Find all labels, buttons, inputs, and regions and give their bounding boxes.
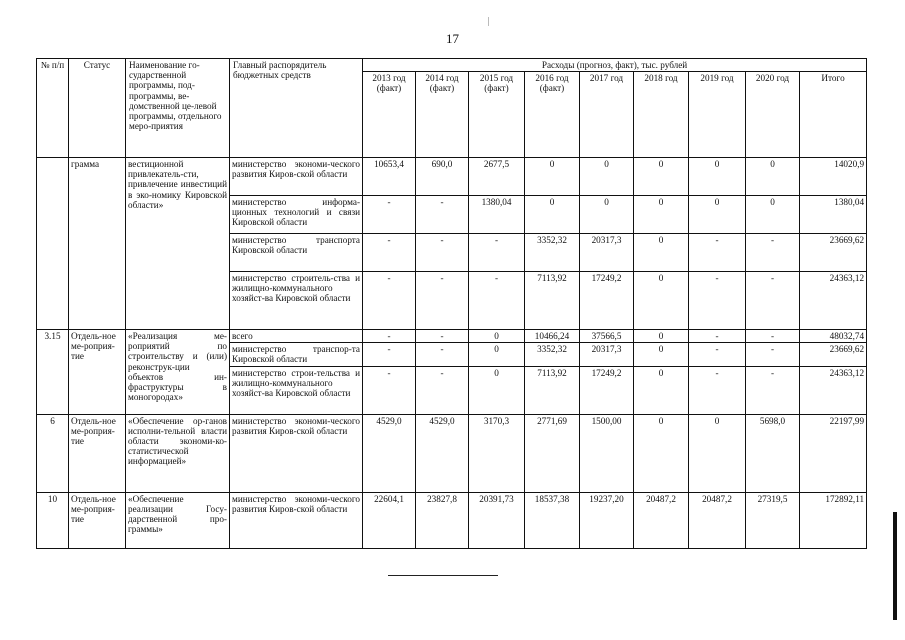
year-value: - xyxy=(416,366,469,414)
year-value: - xyxy=(689,366,746,414)
year-value: - xyxy=(363,234,416,272)
header-expenses: Расходы (прогноз, факт), тыс. рублей xyxy=(363,59,867,72)
year-value: 3170,3 xyxy=(469,414,525,492)
budget-table xyxy=(36,58,867,549)
total-value: 23669,62 xyxy=(800,234,867,272)
distributor: министерство экономи-ческого развития Киров-ской области xyxy=(230,492,363,548)
row-status: Отдель-ное ме-роприя-тие xyxy=(69,330,126,415)
total-value: 48032,74 xyxy=(800,330,867,343)
year-value: 23827,8 xyxy=(416,492,469,548)
year-value: 20487,2 xyxy=(634,492,689,548)
year-value: 0 xyxy=(634,196,689,234)
header-num: № п/п xyxy=(37,59,69,158)
year-value: 0 xyxy=(469,366,525,414)
distributor: всего xyxy=(230,330,363,343)
header-distributor: Главный распорядитель бюджетных средств xyxy=(230,59,363,158)
year-value: - xyxy=(689,343,746,366)
year-value: 690,0 xyxy=(416,158,469,196)
table-row xyxy=(37,414,867,492)
year-value: - xyxy=(363,272,416,330)
year-value: 0 xyxy=(689,158,746,196)
year-value: - xyxy=(746,330,800,343)
row-status: Отдель-ное ме-роприя-тие xyxy=(69,414,126,492)
year-value: 3352,32 xyxy=(525,343,580,366)
year-value: - xyxy=(416,330,469,343)
row-number: 6 xyxy=(37,414,69,492)
year-value: 3352,32 xyxy=(525,234,580,272)
distributor: министерство транспорта Кировской области xyxy=(230,234,363,272)
year-value: 17249,2 xyxy=(580,272,634,330)
year-value: 2677,5 xyxy=(469,158,525,196)
year-value: 0 xyxy=(634,234,689,272)
distributor: министерство транспор-та Кировской области xyxy=(230,343,363,366)
year-value: 2771,69 xyxy=(525,414,580,492)
header-row-1 xyxy=(37,59,867,72)
header-year: 2013 год (факт) xyxy=(363,72,416,158)
year-value: 7113,92 xyxy=(525,272,580,330)
year-value: 7113,92 xyxy=(525,366,580,414)
year-value: 0 xyxy=(634,366,689,414)
header-name: Наименование го-сударственной программы, под-программы, ве-домственной це-левой программы, отдельного меро-приятия xyxy=(126,59,230,158)
year-value: 0 xyxy=(634,158,689,196)
year-value: - xyxy=(689,272,746,330)
year-value: 20487,2 xyxy=(689,492,746,548)
year-value: 0 xyxy=(634,272,689,330)
year-value: 4529,0 xyxy=(363,414,416,492)
year-value: 0 xyxy=(469,330,525,343)
year-value: 0 xyxy=(580,158,634,196)
distributor: министерство строи-тельства и жилищно-коммунального хозяйст-ва Кировской области xyxy=(230,366,363,414)
year-value: 0 xyxy=(746,158,800,196)
total-value: 24363,12 xyxy=(800,272,867,330)
program-name: «Обеспечение реализации Госу-дарственной про-граммы» xyxy=(126,492,230,548)
year-value: - xyxy=(416,272,469,330)
year-value: 37566,5 xyxy=(580,330,634,343)
table-row xyxy=(37,158,867,196)
year-value: - xyxy=(363,366,416,414)
year-value: - xyxy=(363,196,416,234)
year-value: - xyxy=(363,343,416,366)
year-value: 0 xyxy=(689,196,746,234)
total-value: 14020,9 xyxy=(800,158,867,196)
total-value: 24363,12 xyxy=(800,366,867,414)
header-year: 2018 год xyxy=(634,72,689,158)
year-value: - xyxy=(689,234,746,272)
year-value: 0 xyxy=(634,330,689,343)
scan-edge-mark xyxy=(893,512,897,620)
year-value: - xyxy=(416,234,469,272)
year-value: - xyxy=(363,330,416,343)
row-status: грамма xyxy=(69,158,126,330)
header-year: 2020 год xyxy=(746,72,800,158)
year-value: 20391,73 xyxy=(469,492,525,548)
table-row xyxy=(37,492,867,548)
year-value: 0 xyxy=(525,158,580,196)
year-value: 10466,24 xyxy=(525,330,580,343)
header-status: Статус xyxy=(69,59,126,158)
year-value: 1500,00 xyxy=(580,414,634,492)
year-value: 0 xyxy=(469,343,525,366)
year-value: 20317,3 xyxy=(580,343,634,366)
distributor: министерство экономи-ческого развития Киров-ской области xyxy=(230,158,363,196)
distributor: министерство строитель-ства и жилищно-коммунального хозяйст-ва Кировской области xyxy=(230,272,363,330)
program-name: «Реализация ме-роприятий по строительству и (или) реконструк-ции объектов ин-фраструктуры в моногородах» xyxy=(126,330,230,415)
year-value: - xyxy=(469,234,525,272)
year-value: 20317,3 xyxy=(580,234,634,272)
year-value: 17249,2 xyxy=(580,366,634,414)
footer-rule xyxy=(388,575,498,576)
page-number: 17 xyxy=(446,31,459,46)
total-value: 172892,11 xyxy=(800,492,867,548)
year-value: - xyxy=(469,272,525,330)
total-value: 22197,99 xyxy=(800,414,867,492)
row-number: 10 xyxy=(37,492,69,548)
year-value: 0 xyxy=(746,196,800,234)
table-body xyxy=(37,158,867,549)
year-value: - xyxy=(416,196,469,234)
year-value: 1380,04 xyxy=(469,196,525,234)
year-value: 18537,38 xyxy=(525,492,580,548)
row-status: Отдель-ное ме-роприя-тие xyxy=(69,492,126,548)
total-value: 1380,04 xyxy=(800,196,867,234)
distributor: министерство экономи-ческого развития Киров-ской области xyxy=(230,414,363,492)
header-year: 2014 год (факт) xyxy=(416,72,469,158)
header-year: Итого xyxy=(800,72,867,158)
table-row xyxy=(37,330,867,343)
year-value: - xyxy=(416,343,469,366)
year-value: 0 xyxy=(634,343,689,366)
header-year: 2016 год (факт) xyxy=(525,72,580,158)
program-name: «Обеспечение ор-ганов исполни-тельной власти области экономи-ко-статистической информацией» xyxy=(126,414,230,492)
header-year: 2015 год (факт) xyxy=(469,72,525,158)
program-name: вестиционной привлекатель-сти, привлечение инвестиций в эко-номику Кировской области» xyxy=(126,158,230,330)
year-value: 19237,20 xyxy=(580,492,634,548)
year-value: 0 xyxy=(580,196,634,234)
year-value: - xyxy=(746,272,800,330)
total-value: 23669,62 xyxy=(800,343,867,366)
year-value: - xyxy=(746,366,800,414)
year-value: 27319,5 xyxy=(746,492,800,548)
year-value: 0 xyxy=(634,414,689,492)
year-value: 22604,1 xyxy=(363,492,416,548)
year-value: - xyxy=(746,343,800,366)
row-number xyxy=(37,158,69,330)
year-value: 5698,0 xyxy=(746,414,800,492)
year-value: 10653,4 xyxy=(363,158,416,196)
year-value: 4529,0 xyxy=(416,414,469,492)
year-value: - xyxy=(689,330,746,343)
year-value: - xyxy=(746,234,800,272)
distributor: министерство информа-ционных технологий и связи Кировской области xyxy=(230,196,363,234)
scan-mark xyxy=(488,17,489,26)
header-year: 2019 год xyxy=(689,72,746,158)
year-value: 0 xyxy=(689,414,746,492)
header-year: 2017 год xyxy=(580,72,634,158)
year-value: 0 xyxy=(525,196,580,234)
row-number: 3.15 xyxy=(37,330,69,415)
